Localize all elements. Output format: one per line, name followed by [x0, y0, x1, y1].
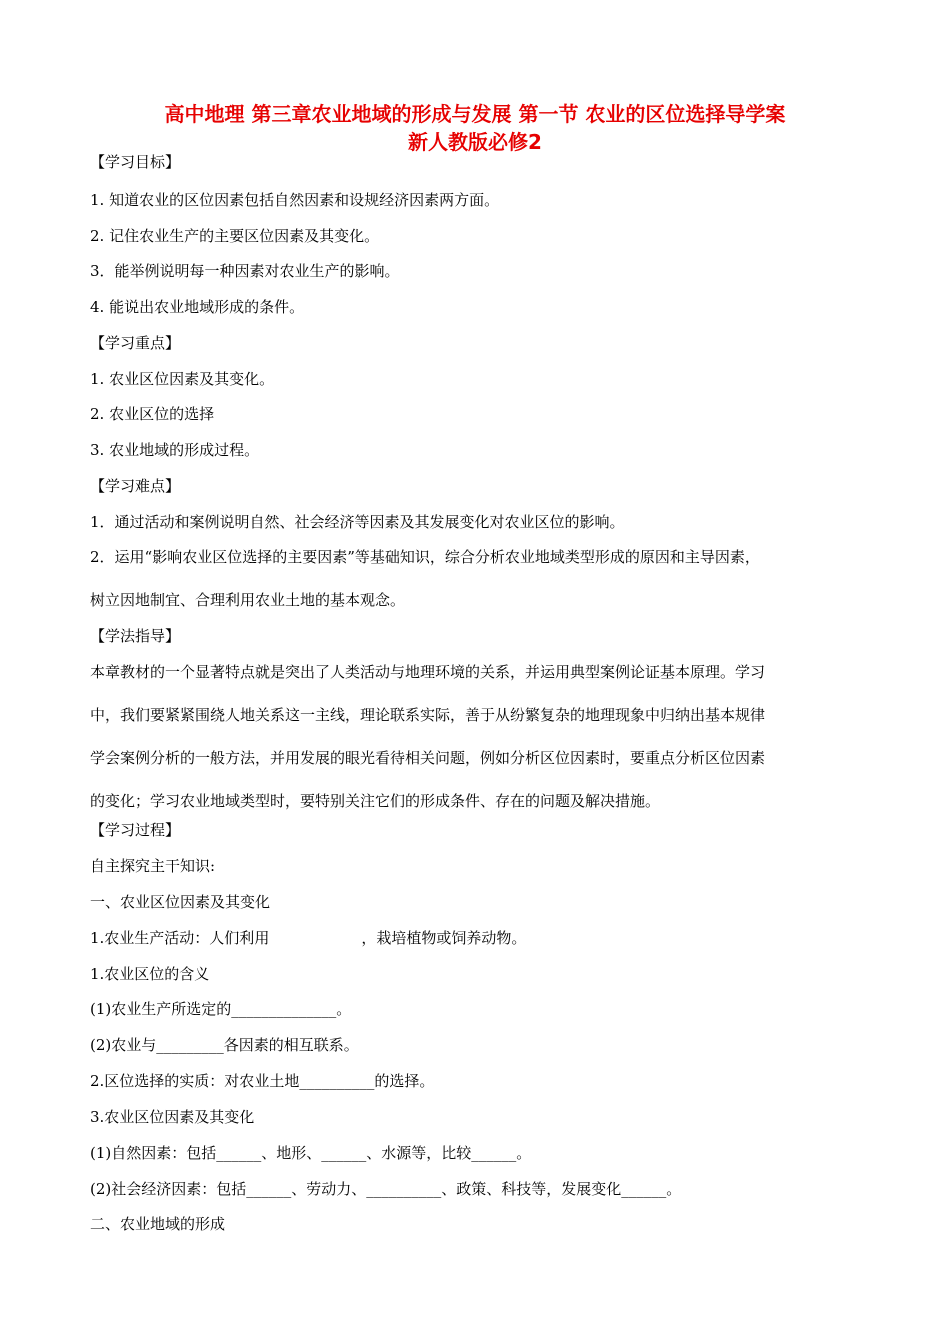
goal-item: 2. 记住农业生产的主要区位因素及其变化。 [90, 227, 380, 245]
method-paragraph-line: 学会案例分析的一般方法，并用发展的眼光看待相关问题，例如分析区位因素时，要重点分析区位因素 [90, 749, 766, 767]
key-points-heading: 【学习重点】 [90, 334, 181, 352]
question-line: (1)自然因素：包括______、地形、______、水源等，比较______。 [90, 1144, 532, 1162]
question-line: 3.农业区位因素及其变化 [90, 1108, 255, 1126]
section-heading: 一、农业区位因素及其变化 [90, 893, 271, 911]
key-point-item: 3. 农业地域的形成过程。 [90, 441, 260, 459]
difficulties-heading: 【学习难点】 [90, 477, 181, 495]
process-heading: 【学习过程】 [90, 821, 181, 839]
process-intro: 自主探究主干知识: [90, 857, 216, 875]
difficulty-item: 1．通过活动和案例说明自然、社会经济等因素及其发展变化对农业区位的影响。 [90, 513, 625, 531]
method-paragraph-line: 本章教材的一个显著特点就是突出了人类活动与地理环境的关系，并运用典型案例论证基本原理。学习 [90, 663, 766, 681]
question-line: 1.农业区位的含义 [90, 965, 210, 983]
document-title-line2: 新人教版必修2 [408, 130, 542, 154]
method-paragraph-line: 的变化；学习农业地域类型时，要特别关注它们的形成条件、存在的问题及解决措施。 [90, 792, 661, 810]
key-point-item: 2. 农业区位的选择 [90, 405, 215, 423]
method-heading: 【学法指导】 [90, 627, 181, 645]
question-line: (2)社会经济因素：包括______、劳动力、__________、政策、科技等，发展变化______。 [90, 1180, 682, 1198]
goals-heading: 【学习目标】 [90, 153, 181, 171]
question-line: 2.区位选择的实质：对农业土地__________的选择。 [90, 1072, 435, 1090]
goal-item: 1. 知道农业的区位因素包括自然因素和设规经济因素两方面。 [90, 191, 500, 209]
question-text: 1.农业生产活动：人们利用 [90, 929, 270, 947]
question-text: ，栽培植物或饲养动物。 [361, 929, 527, 947]
question-line: (1)农业生产所选定的______________。 [90, 1000, 352, 1018]
question-line: (2)农业与_________各因素的相互联系。 [90, 1036, 359, 1054]
goal-item: 3．能举例说明每一种因素对农业生产的影响。 [90, 262, 400, 280]
document-title-line1: 高中地理 第三章农业地域的形成与发展 第一节 农业的区位选择导学案 [164, 102, 786, 126]
goal-item: 4. 能说出农业地域形成的条件。 [90, 298, 305, 316]
method-paragraph-line: 中，我们要紧紧围绕人地关系这一主线，理论联系实际，善于从纷繁复杂的地理现象中归纳出基本规律 [90, 706, 766, 724]
section-heading: 二、农业地域的形成 [90, 1215, 226, 1233]
difficulty-item: 2．运用“影响农业区位选择的主要因素”等基础知识，综合分析农业地域类型形成的原因和主导因素， [90, 548, 760, 566]
question-line [90, 928, 865, 948]
key-point-item: 1. 农业区位因素及其变化。 [90, 370, 275, 388]
difficulty-item: 树立因地制宜、合理利用农业土地的基本观念。 [90, 591, 406, 609]
